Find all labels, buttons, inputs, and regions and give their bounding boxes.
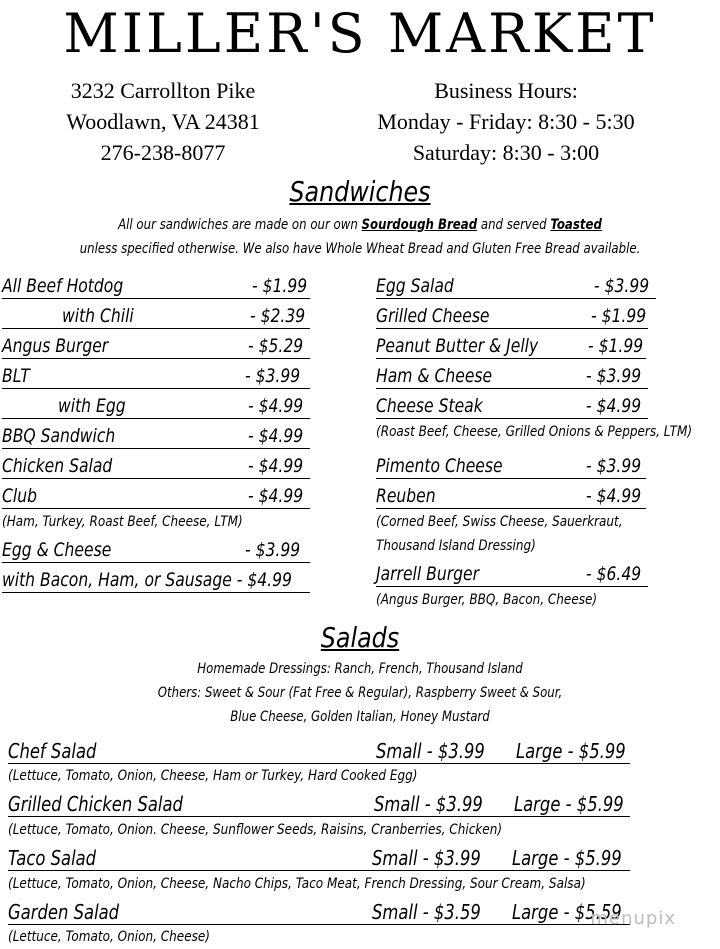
sandwich-note-line1: All our sandwiches are made on our own Sourdough Bread and served Toasted <box>118 217 602 233</box>
jarrell-description: (Angus Burger, BBQ, Bacon, Cheese) <box>376 592 598 608</box>
dressings-others-cont: Blue Cheese, Golden Italian, Honey Mustard <box>230 709 490 725</box>
address-block <box>18 75 308 168</box>
list-item: Reuben - $4.99 <box>376 482 646 509</box>
reuben-description-line2: Thousand Island Dressing) <box>376 538 536 554</box>
list-item: Taco Salad Small - $3.99 Large - $5.99 <box>8 844 630 871</box>
list-item: Club - $4.99 <box>2 482 310 509</box>
list-item: Chef Salad Small - $3.99 Large - $5.99 <box>8 737 630 764</box>
sandwich-note <box>58 213 663 261</box>
street-address: 3232 Carrollton Pike <box>70 78 256 103</box>
salads-heading: Salads <box>320 621 400 654</box>
list-item: Garden Salad Small - $3.59 Large - $5.59 <box>8 898 630 925</box>
hours-saturday: Saturday: 8:30 - 3:00 <box>412 140 600 165</box>
list-item: All Beef Hotdog - $1.99 <box>2 272 310 299</box>
list-item: Cheese Steak - $4.99 <box>376 392 648 419</box>
list-item: Grilled Cheese - $1.99 <box>376 302 648 329</box>
watermark: menupix <box>590 908 676 929</box>
list-item: Egg & Cheese - $3.99 <box>2 536 310 563</box>
salad-dressings-note <box>58 657 663 729</box>
cheese-steak-description: (Roast Beef, Cheese, Grilled Onions & Peppers, LTM) <box>376 424 693 440</box>
list-item: with Egg - $4.99 <box>2 392 310 419</box>
sandwich-note-line2: unless specified otherwise. We also have Whole Wheat Bread and Gluten Free Bread available. <box>79 241 641 257</box>
list-item: BLT - $3.99 <box>2 362 310 389</box>
club-description: (Ham, Turkey, Roast Beef, Cheese, LTM) <box>2 514 243 530</box>
list-item: Angus Burger - $5.29 <box>2 332 310 359</box>
list-item: Egg Salad - $3.99 <box>376 272 656 299</box>
dressings-others: Others: Sweet & Sour (Fat Free & Regular), Raspberry Sweet & Sour, <box>157 685 563 701</box>
taco-salad-description: (Lettuce, Tomato, Onion, Cheese, Nacho Chips, Taco Meat, French Dressing, Sour Cream, Salsa) <box>8 876 586 892</box>
list-item: BBQ Sandwich - $4.99 <box>2 422 310 449</box>
list-item: with Bacon, Ham, or Sausage - $4.99 <box>2 566 310 593</box>
dressings-homemade: Homemade Dressings: Ranch, French, Thousand Island <box>197 661 523 677</box>
city-state: Woodlawn, VA 24381 <box>66 109 260 134</box>
list-item: Pimento Cheese - $3.99 <box>376 452 646 479</box>
chef-salad-description: (Lettuce, Tomato, Onion, Cheese, Ham or Turkey, Hard Cooked Egg) <box>8 768 418 784</box>
hours-weekday: Monday - Friday: 8:30 - 5:30 <box>377 109 635 134</box>
garden-salad-description: (Lettuce, Tomato, Onion, Cheese) <box>8 929 210 945</box>
list-item: Peanut Butter & Jelly - $1.99 <box>376 332 646 359</box>
grilled-chicken-salad-description: (Lettuce, Tomato, Onion. Cheese, Sunflower Seeds, Raisins, Cranberries, Chicken) <box>8 822 503 838</box>
sandwiches-heading: Sandwiches <box>289 175 431 208</box>
hours-heading: Business Hours: <box>434 78 578 103</box>
list-item: Grilled Chicken Salad Small - $3.99 Large - $5.99 <box>8 790 630 817</box>
phone-number: 276-238-8077 <box>100 140 226 165</box>
reuben-description-line1: (Corned Beef, Swiss Cheese, Sauerkraut, <box>376 514 623 530</box>
list-item: Ham & Cheese - $3.99 <box>376 362 648 389</box>
list-item: Jarrell Burger - $6.49 <box>376 560 648 587</box>
list-item: Chicken Salad - $4.99 <box>2 452 310 479</box>
page-title: MILLER'S MARKET <box>63 2 657 65</box>
hours-block <box>336 75 676 168</box>
list-item: with Chili - $2.39 <box>2 302 310 329</box>
